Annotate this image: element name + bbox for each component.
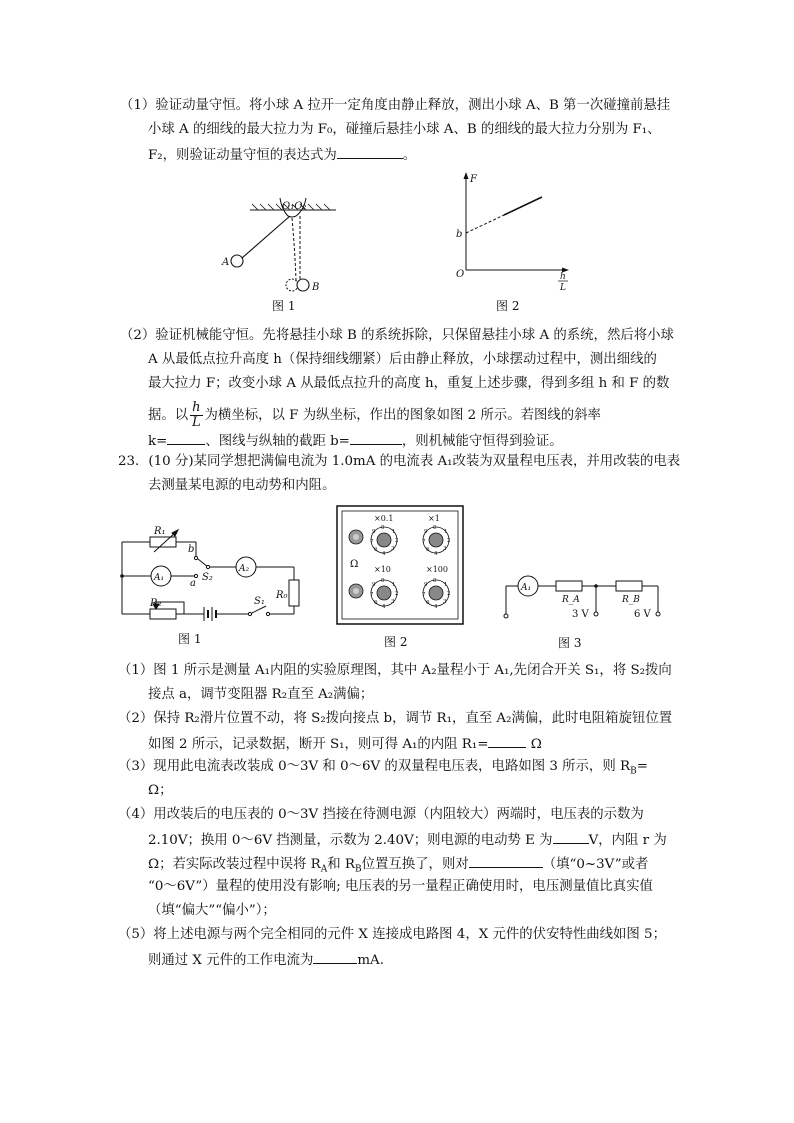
- q23-line-2: 去测量某电源的电动势和内阻。: [148, 478, 336, 493]
- item4-line-5: （填“偏大”“偏小”）；: [148, 903, 276, 918]
- item2-line-1: （2）保持 R₂滑片位置不动，将 S₂拨向接点 b，调节 R₁，直至 A₂满偏，此时电阻箱旋钮位置: [118, 711, 673, 726]
- answer-blank-k[interactable]: [167, 430, 205, 445]
- figure-1-pendulum: [220, 192, 340, 322]
- answer-blank-range[interactable]: [469, 853, 543, 868]
- svg-text:4: 4: [382, 604, 386, 610]
- q23-line-1: 23．(10 分)某同学想把满偏电流为 1.0mA 的电流表 A₁改装为双量程电压表，并用改装的电表: [118, 454, 681, 469]
- terminal-6v: [656, 612, 660, 616]
- part2-line-2: A 从最低点拉升高度 h（保持细线绷紧）后由静止释放，小球摆动过程中，测出细线的: [148, 352, 657, 367]
- ball-b: [297, 279, 309, 291]
- c3-caption: 图 3: [558, 636, 582, 650]
- c1-r1: R₁: [154, 526, 166, 537]
- box-caption: 图 2: [384, 635, 408, 649]
- item4-line-3: Ω；若实际改装过程中误将 $R_A$和 $R_B$位置互换了，则对 （填“0~3V”或者: [148, 853, 648, 880]
- circuit-figure-1: [116, 526, 306, 655]
- svg-text:2: 2: [395, 538, 399, 544]
- svg-text:9: 9: [372, 529, 376, 535]
- svg-text:3: 3: [443, 599, 447, 605]
- fig1-b-label: B: [312, 282, 320, 293]
- resistor-rb: [616, 581, 642, 591]
- svg-text:1: 1: [444, 529, 448, 535]
- svg-text:2: 2: [395, 591, 399, 597]
- svg-text:3: 3: [443, 546, 447, 552]
- svg-text:2: 2: [447, 538, 451, 544]
- svg-text:4: 4: [434, 604, 438, 610]
- box-x100: ×100: [426, 565, 448, 574]
- svg-text:7: 7: [370, 592, 374, 598]
- figure-2-graph: [448, 170, 578, 320]
- svg-text:6: 6: [374, 600, 378, 606]
- svg-text:7: 7: [370, 539, 374, 545]
- fig2-caption: 图 2: [496, 299, 520, 313]
- part2-line-5: k= 、图线与纵轴的截距 b= ，则机械能守恒得到验证。: [148, 430, 563, 452]
- fig1-o-label: O₁O₂: [282, 201, 307, 212]
- resistor-ra: [556, 581, 582, 591]
- c3-3v: 3 V: [572, 609, 589, 620]
- h-over-l-fraction: $\frac{h}{L}$: [192, 400, 201, 430]
- item2-line-2: 如图 2 所示，记录数据，断开 S₁，则可得 A₁的内阻 R₁= Ω: [148, 733, 542, 755]
- svg-text:6: 6: [426, 600, 430, 606]
- item1-line-2: 接点 a，调节变阻器 R₂直至 A₂满偏；: [148, 687, 374, 702]
- c3-6v: 6 V: [634, 609, 651, 620]
- c1-s2: S₂: [202, 572, 213, 583]
- svg-text:1: 1: [392, 582, 396, 588]
- fig2-b-label: b: [456, 229, 463, 240]
- circuit-figure-3: [500, 570, 670, 655]
- c3-rb: R_B: [622, 595, 640, 605]
- fig1-a-label: A: [222, 257, 230, 268]
- box-x10: ×10: [374, 565, 391, 574]
- item4-line-4: “0～6V”）量程的使用没有影响; 电压表的另一量程正确使用时，电压测量值比真实值: [148, 879, 653, 894]
- part1-line-2: 小球 A 的细线的最大拉力为 F₀，碰撞后悬挂小球 A、B 的细线的最大拉力分别为 F₁、: [148, 122, 661, 137]
- part2-line-1: （2）验证机械能守恒。先将悬挂小球 B 的系统拆除，只保留悬挂小球 A 的系统，然后将小球: [120, 328, 674, 343]
- svg-text:2: 2: [447, 591, 451, 597]
- box-ohm: Ω: [350, 559, 359, 570]
- part2-line-4: 据。以 $\frac{h}{L}$ 为横坐标，以 F 为纵坐标，作出的图象如图 2 所示。若图线的斜率: [148, 400, 601, 430]
- svg-text:0: 0: [433, 525, 437, 531]
- item4-line-2: 2.10V；换用 0～6V 挡测量，示数为 2.40V；则电源的电动势 E 为 V，内阻 r 为: [148, 829, 667, 851]
- svg-text:7: 7: [422, 539, 426, 545]
- fig1-caption: 图 1: [272, 299, 296, 313]
- box-x01: ×0.1: [374, 514, 394, 523]
- svg-text:6: 6: [374, 547, 378, 553]
- svg-text:3: 3: [391, 546, 395, 552]
- answer-blank-b[interactable]: [350, 430, 402, 445]
- c1-r0: R₀: [276, 590, 288, 601]
- svg-text:1: 1: [444, 582, 448, 588]
- svg-text:1: 1: [392, 529, 396, 535]
- answer-blank-current[interactable]: [313, 949, 357, 964]
- item1-line-1: （1）图 1 所示是测量 A₁内阻的实验原理图，其中 A₂量程小于 A₁,先闭合开关 S₁，将 S₂拨向: [118, 663, 672, 678]
- fig2-x-den: L: [560, 283, 566, 293]
- r1-resistor: [150, 537, 176, 547]
- c1-r2: R₂: [150, 598, 162, 609]
- part1-line-1: （1）验证动量守恒。将小球 A 拉开一定角度由静止释放，测出小球 A、B 第一次碰撞前悬挂: [120, 98, 671, 113]
- svg-text:9: 9: [372, 582, 376, 588]
- c3-a1: A₁: [521, 583, 532, 593]
- graph-line: [504, 197, 542, 215]
- answer-blank-emf[interactable]: [553, 829, 589, 844]
- item3-line-2: Ω；: [148, 783, 173, 798]
- svg-text:0: 0: [381, 578, 385, 584]
- r0-resistor: [289, 580, 299, 606]
- resistance-box-figure-2: [336, 505, 466, 655]
- svg-text:3: 3: [391, 599, 395, 605]
- item3-line-1: （3）现用此电流表改装成 0～3V 和 0～6V 的双量程电压表，电路如图 3 所示，则 $R_B=$: [118, 759, 648, 777]
- item5-line-1: （5）将上述电源与两个完全相同的元件 X 连接成电路图 4，X 元件的伏安特性曲线如图 5；: [118, 927, 666, 942]
- c1-caption: 图 1: [178, 632, 202, 646]
- box-x1: ×1: [428, 514, 440, 523]
- svg-text:9: 9: [424, 582, 428, 588]
- answer-blank-momentum[interactable]: [337, 144, 403, 159]
- c1-a: a: [190, 578, 196, 589]
- part1-line-3: F₂，则验证动量守恒的表达式为 。: [148, 144, 416, 166]
- svg-text:6: 6: [426, 547, 430, 553]
- c1-b: b: [188, 544, 195, 555]
- switch-s1: [252, 606, 266, 613]
- r2-rheostat: [150, 609, 176, 619]
- c3-ra: R_A: [562, 595, 580, 605]
- fig2-x-num: h: [560, 272, 566, 282]
- part2-line-3: 最大拉力 F；改变小球 A 从最低点拉升的高度 h，重复上述步骤，得到多组 h 和 F 的数: [148, 376, 670, 391]
- c1-a1: A₁: [154, 573, 165, 583]
- item4-line-1: （4）用改装后的电压表的 0～3V 挡接在待测电源（内阻较大）两端时，电压表的示数为: [118, 807, 644, 822]
- terminal-3v: [594, 612, 598, 616]
- svg-text:4: 4: [382, 551, 386, 557]
- item5-line-2: 则通过 X 元件的工作电流为 mA.: [148, 949, 384, 971]
- svg-text:4: 4: [434, 551, 438, 557]
- fig2-o-label: O: [456, 269, 465, 280]
- svg-text:0: 0: [433, 578, 437, 584]
- fig2-y-label: F: [470, 174, 477, 185]
- svg-text:9: 9: [424, 529, 428, 535]
- ball-a: [231, 255, 243, 267]
- c1-s1: S₁: [254, 596, 265, 607]
- answer-blank-r1[interactable]: [488, 733, 526, 748]
- svg-text:7: 7: [422, 592, 426, 598]
- c1-a2: A₂: [239, 564, 250, 574]
- svg-text:0: 0: [381, 525, 385, 531]
